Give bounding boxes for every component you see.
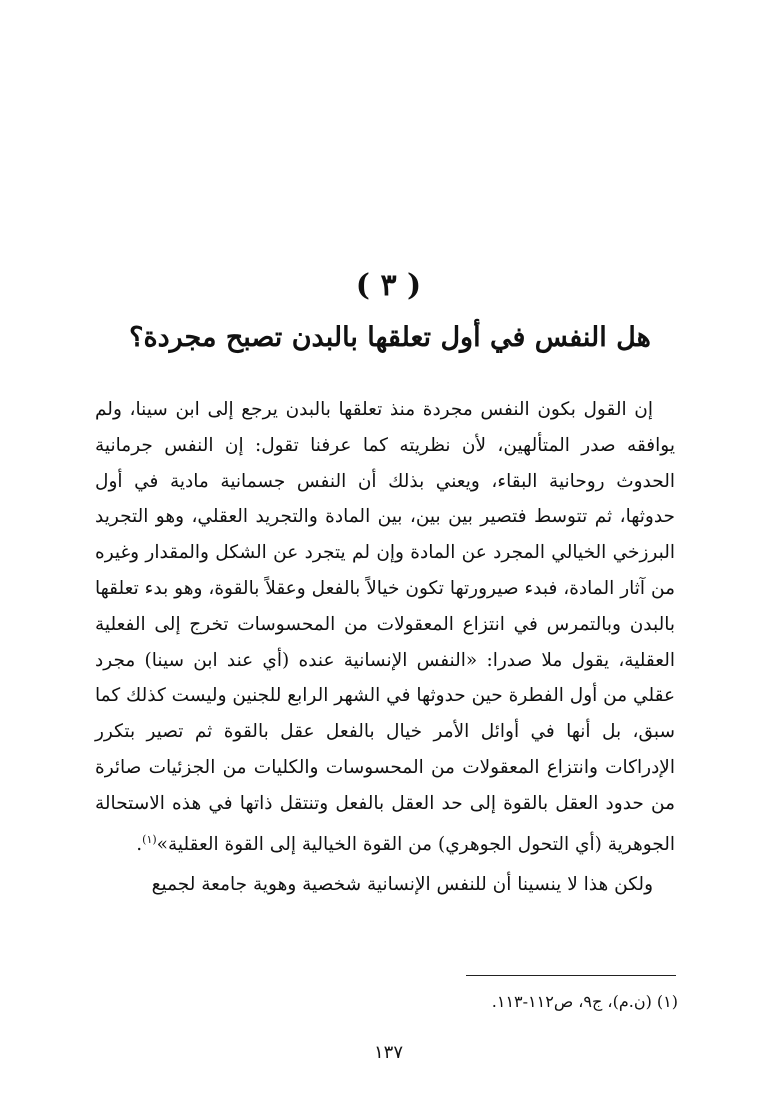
paragraph-1 bbox=[95, 392, 675, 863]
page-number: ١٣٧ bbox=[373, 1042, 403, 1063]
paragraph-1-end: . bbox=[136, 833, 143, 855]
chapter-number: ( ٣ ) bbox=[355, 268, 422, 303]
footnote-reference[interactable]: (١) bbox=[142, 832, 157, 846]
paragraph-2: ولكن هذا لا ينسينا أن للنفس الإنسانية شخصية وهوية جامعة لجميع bbox=[151, 873, 653, 895]
paragraph-1-text: إن القول بكون النفس مجردة منذ تعلقها بالبدن يرجع إلى ابن سينا، ولم يوافقه صدر المتألهين، لأن نظريته كما عرفنا تقول: إن النفس جرمانية الحدوث روحانية البقاء، ويعني بذلك أن النفس جسمانية مادية في أول حدوثها، ثم تتوسط فتصير بين بين، بين المادة والتجريد العقلي، وهو التجريد البرزخي الخيالي المجرد عن المادة وإن لم يتجرد عن الشكل والمقدار وغيره من آثار المادة، فبدء صيرورتها تكون خيالاً بالفعل وعقلاً بالقوة، وهو بدء تعلقها بالبدن وبالتمرس في انتزاع المعقولات من المحسوسات تخرج إلى الفعلية العقلية، يقول ملا صدرا: «النفس الإنسانية عنده (أي عند ابن سينا) مجرد عقلي من أول الفطرة حين حدوثها في الشهر الرابع للجنين وليست كذلك كما سبق، بل أنها في أوائل الأمر خيال بالفعل عقل بالقوة ثم تصير بتكرر الإدراكات وانتزاع المعقولات من المحسوسات والكليات من الجزئيات صائرة من حدود العقل بالقوة إلى حد العقل بالفعل وتنتقل ذاتها في هذه الاستحالة الجوهرية (أي التحول الجوهري) من القوة الخيالية إلى القوة العقلية» bbox=[95, 399, 675, 855]
footnote-divider bbox=[466, 975, 676, 976]
body-text bbox=[95, 392, 675, 902]
footnote: (١) (ن.م)، ج٩، ص١١٢-١١٣. bbox=[491, 992, 678, 1011]
chapter-title: هل النفس في أول تعلقها بالبدن تصبح مجردة؟ bbox=[129, 322, 651, 353]
